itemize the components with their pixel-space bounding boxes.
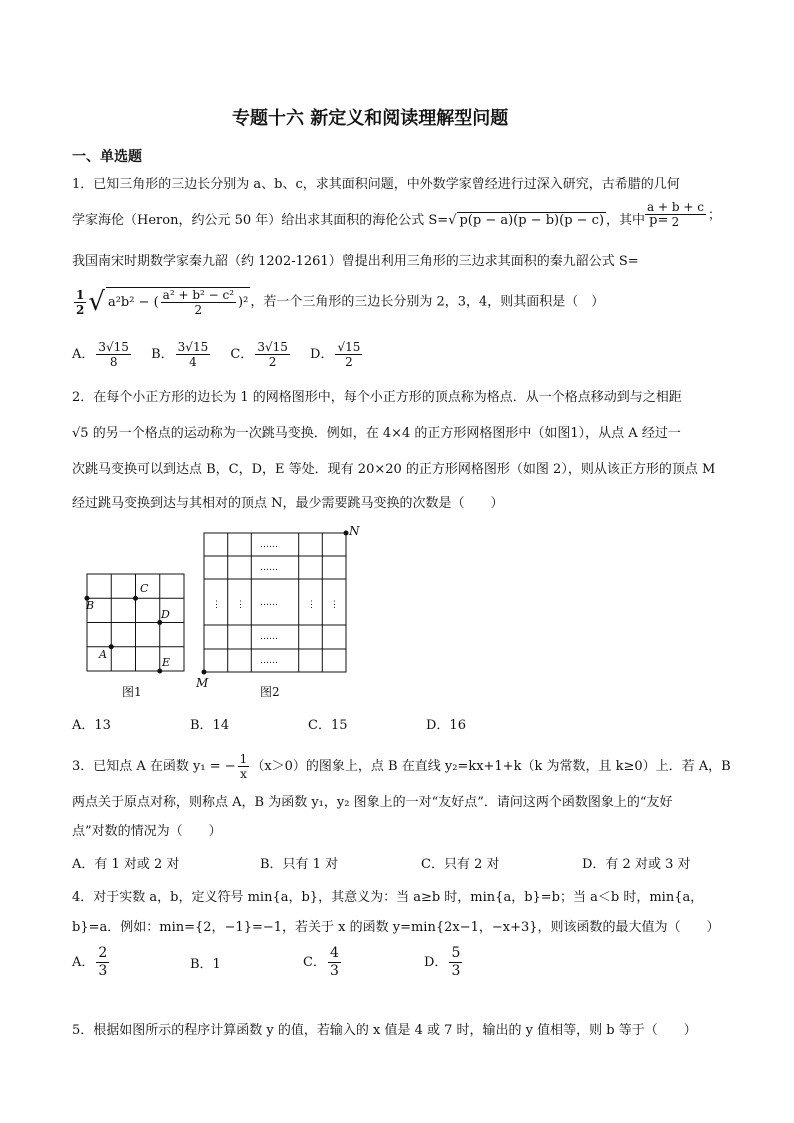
q3-line1: 3．已知点 A 在函数 y₁ = − $\frac{1}{x}$ （x＞0）的图象上，点 B 在直线 y₂=kx+1+k（k 为常数，且 k≥0）上．若 A，B — [72, 752, 731, 781]
q1-options — [72, 340, 364, 369]
half-numerator: 1 — [76, 287, 85, 302]
q1-option-c[interactable]: C． $\frac{3√15}{2}$ — [230, 340, 288, 369]
q1-p-fraction — [643, 200, 721, 229]
q2-line1: 2．在每个小正方形的边长为 1 的网格图形中，每个小正方形的顶点称为格点．从一个格点移动到与之相距 — [72, 390, 682, 405]
q4-line2: b}=a．例如：min={2，−1}=−1，若关于 x 的函数 y=min{2x−1，−x+3}，则该函数的最大值为（ ） — [72, 920, 720, 935]
q1-text-p: ，其中 p= — [606, 213, 669, 228]
q2-option-c[interactable]: C．15 — [308, 718, 348, 733]
f-denominator: x — [240, 767, 247, 781]
q2-option-d[interactable]: D．16 — [426, 718, 466, 733]
q2-line4: 经过跳马变换到达与其相对的顶点 N，最少需要跳马变换的次数是（ ） — [72, 496, 504, 511]
fig1-caption: 图1 — [122, 685, 142, 699]
heron-radicand: p(p − a)(p − b)(p − c) — [459, 213, 605, 228]
label-e: E — [162, 656, 171, 669]
qin-radicand-b: )² — [238, 295, 249, 310]
q2-line2: √5 的另一个格点的运动称为一次跳马变换．例如，在 4×4 的正方形网格图形中（如图1），从点 A 经过一 — [72, 426, 681, 441]
q3-line2: 两点关于原点对称，则称点 A，B 为函数 y₁，y₂ 图象上的一对“友好点”．请问这两个函数图象上的“友好 — [72, 795, 673, 810]
figure-1 — [78, 568, 196, 708]
sqrt5: √5 — [72, 426, 89, 441]
q4-line1: 4．对于实数 a，b，定义符号 min{a，b}，其意义为：当 a≥b 时，min{a，b}=b；当 a＜b 时，min{a， — [72, 890, 704, 905]
q2-line3: 次跳马变换可以到达点 B，C，D，E 等处．现有 20×20 的正方形网格图形（如图 2），则从该正方形的顶点 M — [72, 462, 716, 477]
section-heading: 一、单选题 — [72, 149, 142, 165]
vdots-col1: ⋮ — [212, 600, 221, 610]
figure-2 — [192, 525, 362, 710]
label-c: C — [140, 582, 149, 595]
dots-row3: …… — [260, 598, 278, 608]
q3-option-a[interactable]: A．有 1 对或 2 对 — [72, 857, 180, 872]
q4-option-a[interactable]: A． $\frac{2}{3}$ — [72, 945, 108, 979]
dots-row5: …… — [260, 656, 278, 666]
q4-option-d[interactable]: D． $\frac{5}{3}$ — [424, 945, 461, 979]
fig2-caption: 图2 — [260, 685, 280, 699]
q4-option-b[interactable]: B．1 — [190, 957, 221, 972]
q3-option-c[interactable]: C．只有 2 对 — [421, 857, 500, 872]
point-m — [202, 670, 207, 675]
p-numerator: a + b + c — [647, 200, 704, 214]
point-n — [344, 531, 349, 536]
vdots-col2: ⋮ — [236, 600, 245, 610]
q1-option-a[interactable]: A． $\frac{3√15}{8}$ — [72, 340, 129, 369]
qin-numerator: a² + b² − c² — [162, 288, 235, 302]
q1-option-b[interactable]: B． $\frac{3√15}{4}$ — [151, 340, 209, 369]
q1-line3: 我国南宋时期数学家秦九韶（约 1202-1261）曾提出利用三角形的三边求其面积的秦九韶公式 S= — [72, 254, 639, 269]
q3-option-b[interactable]: B．只有 1 对 — [260, 857, 339, 872]
qin-denominator: 2 — [194, 303, 203, 317]
label-d: D — [161, 608, 170, 621]
vdots-col4: ⋮ — [330, 600, 339, 610]
q1-line2: 学家海伦（Heron，约公元 50 年）给出求其面积的海伦公式 S=√ p(p − a)(p − b)(p − c) ，其中 p= — [72, 213, 669, 228]
half-denominator: 2 — [76, 302, 85, 317]
dots-row2: …… — [260, 563, 278, 573]
f-numerator: 1 — [239, 752, 248, 766]
point-a — [109, 644, 114, 649]
q5-line1: 5．根据如图所示的程序计算函数 y 的值，若输入的 x 值是 4 或 7 时，输出的 y 值相等，则 b 等于（ ） — [72, 1023, 697, 1038]
q1-semicolon: ； — [707, 208, 721, 223]
q1-line4: $\frac{1}{2}$ √ a²b² − ( $\frac{\text{a² + b² − c²}}{2}$ )² ，若一个三角形的三边长分别为 2，3，4，则其面积是（ ） — [76, 287, 605, 317]
label-m: M — [196, 676, 209, 690]
point-c — [133, 596, 138, 601]
label-b: B — [86, 599, 95, 612]
q3-option-d[interactable]: D．有 2 对或 3 对 — [582, 857, 691, 872]
q1-text: 学家海伦（Heron，约公元 50 年）给出求其面积的海伦公式 S= — [72, 213, 449, 228]
q4-option-c[interactable]: C． $\frac{4}{3}$ — [303, 945, 339, 979]
q1-option-d[interactable]: D． $\frac{√15}{2}$ — [310, 340, 361, 369]
q1-question-text: ，若一个三角形的三边长分别为 2，3，4，则其面积是（ ） — [250, 294, 605, 310]
q2-option-b[interactable]: B．14 — [190, 718, 230, 733]
dots-row1: …… — [260, 540, 278, 550]
p-denominator: 2 — [671, 215, 680, 229]
vdots-col3: ⋮ — [307, 600, 316, 610]
qin-radicand-a: a²b² − ( — [107, 295, 159, 310]
label-n: N — [349, 525, 360, 538]
label-a: A — [99, 648, 107, 661]
page-title: 专题十六 新定义和阅读理解型问题 — [232, 108, 509, 129]
dots-row4: …… — [260, 632, 278, 642]
q3-line3: 点”对数的情况为（ ） — [72, 824, 222, 839]
q2-option-a[interactable]: A．13 — [72, 718, 111, 733]
point-e — [157, 669, 162, 674]
q1-line1: 1．已知三角形的三边长分别为 a、b、c，求其面积问题，中外数学家曾经进行过深入研究，古希腊的几何 — [72, 177, 680, 192]
